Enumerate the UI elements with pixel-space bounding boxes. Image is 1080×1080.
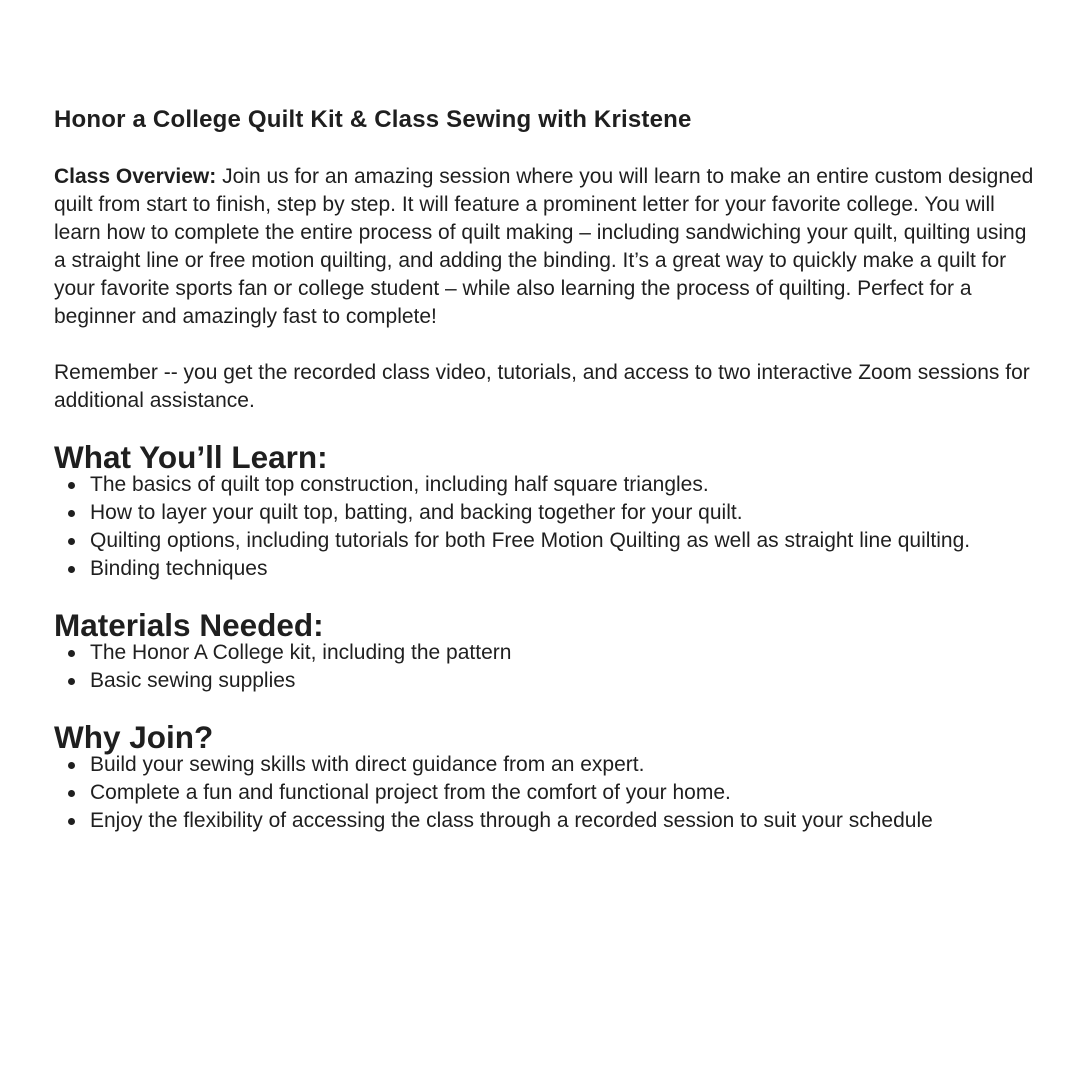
bullet-icon — [68, 818, 75, 825]
list-item-text: The Honor A College kit, including the pattern — [90, 641, 512, 664]
list-item-text: Enjoy the flexibility of accessing the class through a recorded session to suit your schedule — [90, 809, 933, 832]
bullet-icon — [68, 790, 75, 797]
bullet-icon — [68, 566, 75, 573]
list-item — [68, 667, 1034, 695]
list-item-text: Binding techniques — [90, 557, 268, 580]
section-heading-why-join: Why Join? — [54, 719, 214, 755]
list-item — [68, 639, 1034, 667]
remember-paragraph: Remember -- you get the recorded class video, tutorials, and access to two interactive Zoom sessions for additional assistance. — [54, 361, 1030, 412]
class-overview-paragraph — [54, 163, 1034, 331]
bullet-icon — [68, 482, 75, 489]
list-item — [68, 751, 1034, 779]
bullet-icon — [68, 538, 75, 545]
section-heading-materials-needed: Materials Needed: — [54, 607, 324, 643]
materials-needed-list — [54, 639, 1034, 695]
list-item-text: Basic sewing supplies — [90, 669, 296, 692]
class-overview-label: Class Overview: — [54, 165, 217, 188]
list-item — [68, 471, 1034, 499]
list-item — [68, 527, 1034, 555]
list-item-text: How to layer your quilt top, batting, and backing together for your quilt. — [90, 501, 743, 524]
section-heading-what-youll-learn: What You’ll Learn: — [54, 439, 328, 475]
bullet-icon — [68, 762, 75, 769]
class-overview-text: Join us for an amazing session where you will learn to make an entire custom designed quilt from start to finish, step by step. It will feature a prominent letter for your favorite college. You will learn how to complete the entire process of quilt making – including sandwiching your quilt, quilting using a straight line or free motion quilting, and adding the binding. It’s a great way to quickly make a quilt for your favorite sports fan or college student – while also learning the process of quilting. Perfect for a beginner and amazingly fast to complete! — [54, 165, 1034, 328]
bullet-icon — [68, 678, 75, 685]
list-item — [68, 779, 1034, 807]
bullet-icon — [68, 650, 75, 657]
why-join-list — [54, 751, 1034, 835]
page-title: Honor a College Quilt Kit & Class Sewing with Kristene — [54, 106, 692, 133]
list-item-text: The basics of quilt top construction, including half square triangles. — [90, 473, 709, 496]
what-youll-learn-list — [54, 471, 1034, 583]
list-item-text: Complete a fun and functional project from the comfort of your home. — [90, 781, 731, 804]
list-item — [68, 807, 1034, 835]
list-item-text: Quilting options, including tutorials for both Free Motion Quilting as well as straight line quilting. — [90, 529, 971, 552]
list-item — [68, 555, 1034, 583]
list-item — [68, 499, 1034, 527]
list-item-text: Build your sewing skills with direct guidance from an expert. — [90, 753, 645, 776]
bullet-icon — [68, 510, 75, 517]
